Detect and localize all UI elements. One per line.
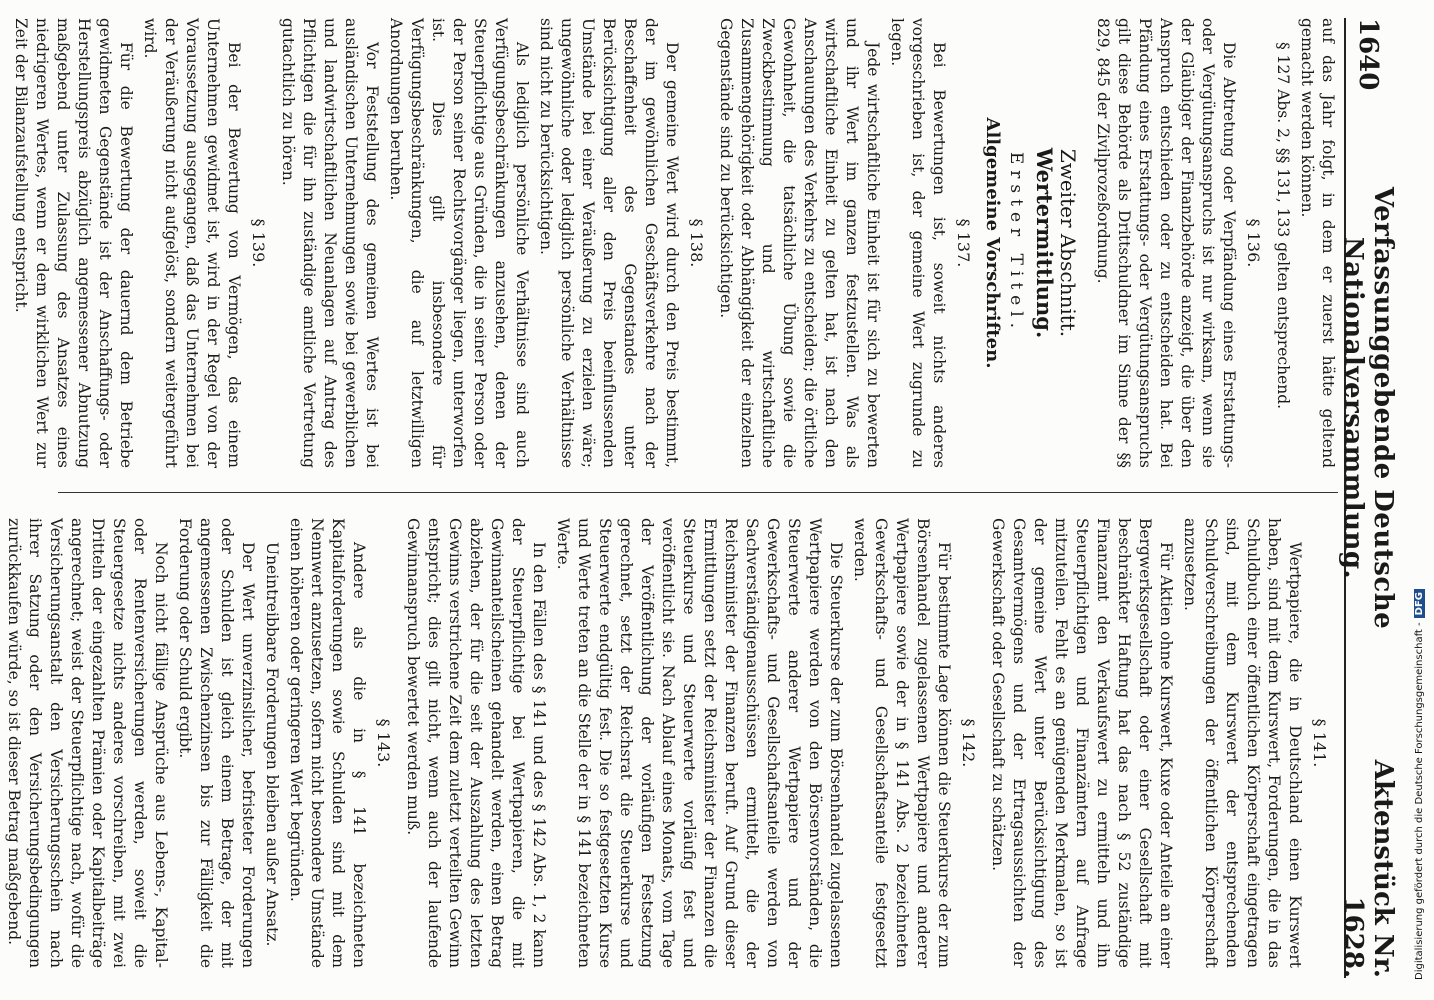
section-heading-141: § 141. — [1310, 718, 1329, 768]
section-heading-142: § 142. — [959, 718, 978, 768]
section-heading-143: § 143. — [374, 718, 393, 768]
paragraph: Der gemeine Wert wird durch den Preis bestimmt, der im gewöhnlichen Geschäftsverkehre nach der Beschaffenheit des Gegenstandes unter Berücksichtigung aller den Preis beeinflussenden Umstände bei einer Veräußerung zu erzielen wäre; ungewöhnliche oder lediglich persönliche Verhältnisse sind nicht zu berücksichtigen. — [537, 18, 681, 468]
paragraph: Bei Bewertungen ist, soweit nichts anderes vorgeschrieben ist, der gemeine Wert zugrunde zu legen. — [888, 18, 948, 468]
paragraph: Die Abtretung oder Verpfändung eines Erstattungs- oder Vergütungsanspruchs ist nur wirksam, wenn sie der Gläubiger der Finanzbehörde anzeigt, die über den Anspruch entschieden oder zu entscheiden hat. Bei Pfändung eines Erstattungs- oder Vergütungsanspruchs gilt diese Behörde als Drittschuldner im Sinne der §§ 829, 845 der Zivilprozeßordnung. — [1094, 18, 1238, 468]
paragraph: Jede wirtschaftliche Einheit ist für sich zu bewerten und ihr Wert im ganzen festzustellen. Was als wirtschaftliche Einheit zu gelten hat, ist nach den Anschauungen des Verkehrs zu entscheiden; die örtliche Gewohnheit, die tatsächliche Übung sowie die Zweckbestimmung und wirtschaftliche Zusammengehörigkeit oder Abhängigkeit der einzelnen Gegenstände sind zu berücksichtigen. — [717, 18, 882, 468]
issue-number: Aktenstück Nr. 1628. — [1338, 759, 1398, 978]
page-content — [5, 18, 1400, 978]
section-subtitle: Wertermittlung. — [1032, 147, 1057, 339]
section-title: Zweiter Abschnitt. — [1056, 148, 1080, 338]
paragraph: Für die Bewertung der dauernd dem Betriebe gewidmeten Gegenstände ist der Anschaffungs- oder Herstellungspreis abzüglich angemessener Abnutzung maßgebend unter Zulassung des Ansatzes eines niedrigeren Wertes, wenn er dem wirklichen Wert zur Zeit der Bilanzaufstellung entspricht. — [12, 18, 135, 468]
paragraph: Die Steuerkurse der zum Börsenhandel zugelassenen Wertpapiere werden von den Börsenvorständen, die Steuerwerte anderer Wertpapiere und der Gewerkschafts- und Gesellschaftsanteile werden von Sachverständigenausschüssen ermittelt, die der Reichsminister der Finanzen beruft. Auf Grund dieser Ermittlungen setzt der Reichsminister der Finanzen die Steuerkurse und Steuerwerte vorläufig fest und veröffentlicht sie. Nach Ablauf eines Monats, vom Tage der Veröffentlichung der vorläufigen Festsetzung gerechnet, setzt der Reichsrat die Steuerkurse und Steuerwerte endgültig fest. Die so festgesetzten Kurse und Werte treten an die Stelle der in § 141 bezeichneten Werte. — [554, 518, 845, 968]
left-column — [0, 18, 1338, 468]
paragraph: Andere als die in § 141 bezeichneten Kapitalforderungen sowie Schulden sind mit dem Nennwert anzusetzen, sofern nicht besondere Umstände einen höheren oder geringeren Wert begründen. — [287, 518, 368, 968]
paragraph: Vor Feststellung des gemeinen Wertes ist bei ausländischen Unternehmungen sowie bei gewerblichen und landwirtschaftlichen Neuanlagen auf Antrag des Pflichtigen die für ihn zuständige amtliche Vertretung gutachtlich zu hören. — [279, 18, 381, 468]
title-subheading: Allgemeine Vorschriften. — [982, 117, 1003, 369]
section-heading-139: § 139. — [249, 218, 268, 268]
column-divider — [58, 492, 1338, 493]
page-title: Verfassunggebende Deutsche Nationalversammlung. — [1338, 186, 1398, 630]
paragraph: Wertpapiere, die in Deutschland einen Kurswert haben, sind mit dem Kurswert, Forderungen, die in das Schuldbuch einer öffentlichen Körperschaft eingetragen sind, mit dem Kurswert der entsprechenden Schuldverschreibungen der öffentlichen Körperschaft anzusetzen. — [1181, 518, 1304, 968]
page-header — [1338, 18, 1398, 978]
paragraph: Bei der Bewertung von Vermögen, das einem Unternehmen gewidmet ist, wird in der Regel von der Voraussetzung ausgegangen, daß das Unternehmen bei der Veräußerung nicht aufgelöst, sondern weitergeführt wird. — [141, 18, 243, 468]
paragraph: Der Wert unverzinslicher, befristeter Forderungen oder Schulden ist gleich einem Betrage, der mit angemessenen Zwischenzinsen bis zur Fälligkeit die Forderung oder Schuld ergibt. — [176, 518, 257, 968]
rotated-document-page — [5, 18, 1400, 978]
section-heading-138: § 138. — [687, 218, 706, 268]
paragraph: auf das Jahr folgt, in dem er zuerst hätte geltend gemacht werden können. — [1298, 18, 1337, 468]
paragraph: In den Fällen des § 141 und des § 142 Abs. 1, 2 kann der Steuerpflichtige bei Wertpapieren, die mit Gewinnanteilscheinen gehandelt werden, einen Betrag abziehen, der für die seit der Auszahlung des letzten Gewinns verstrichene Zeit dem zuletzt verteilten Gewinn entspricht; dies gilt nicht, wenn auch der laufende Gewinnanspruch bewertet werden muß. — [404, 518, 548, 968]
paragraph: Als lediglich persönliche Verhältnisse sind auch Verfügungsbeschränkungen anzusehen, denen der Steuerpflichtige aus Gründen, die in seiner Person oder der Person seiner Rechtsvorgänger liegen, unterworfen ist. Dies gilt insbesondere für Verfügungsbeschränkungen, die auf letztwilligen Anordnungen beruhen. — [387, 18, 531, 468]
section-heading-137: § 137. — [954, 218, 973, 268]
title-heading: Erster Titel. — [1006, 151, 1026, 335]
section-heading-140 — [0, 18, 2, 468]
paragraph: Für Aktien ohne Kurswert, Kuxe oder Anteile an einer Bergwerksgesellschaft oder einer Gesellschaft mit beschränkter Haftung hat das nach § 52 zuständige Finanzamt den Verkaufswert zu ermitteln und ihn Steuerpflichtigen und Finanzämtern auf Anfrage mitzuteilen. Fehlt es an genügenden Merkmalen, so ist der gemeine Wert unter Berücksichtigung des Gesamtvermögens und der Ertragsaussichten der Gewerkschaft oder Gesellschaft zu schätzen. — [989, 518, 1175, 968]
paragraph: Noch nicht fällige Ansprüche aus Lebens-, Kapital- oder Rentenversicherungen werden, soweit die Steuergesetze nichts anderes vorschreiben, mit zwei Dritteln der eingezahlten Prämien oder Kapitalbeiträge angerechnet; weist der Steuerpflichtige nach, wofür die Versicherungsanstalt den Versicherungsschein nach ihrer Satzung oder den Versicherungsbedingungen zurückkaufen würde, so ist dieser Betrag maßgebend. — [5, 518, 170, 968]
paragraph: § 127 Abs. 2, §§ 131, 133 gelten entsprechend. — [1274, 42, 1292, 410]
page-number: 1640 — [1353, 18, 1383, 91]
dfg-logo: DFG — [1414, 589, 1425, 618]
digitization-credit-text: Digitalisierung gefördert durch die Deutsche Forschungsgemeinschaft - — [1414, 622, 1425, 980]
paragraph: Uneintreibbare Forderungen bleiben außer Ansatz. — [263, 542, 281, 947]
digitization-credit — [1414, 0, 1425, 980]
section-heading-136: § 136. — [1244, 218, 1263, 268]
paragraph: Für bestimmte Lage können die Steuerkurse der zum Börsenhandel zugelassenen Wertpapiere und anderer Wertpapiere sowie der in § 141 Abs. 2 bezeichneten Gewerkschafts- und Gesellschaftsanteile festgesetzt werden. — [851, 518, 953, 968]
right-column — [0, 518, 1338, 968]
